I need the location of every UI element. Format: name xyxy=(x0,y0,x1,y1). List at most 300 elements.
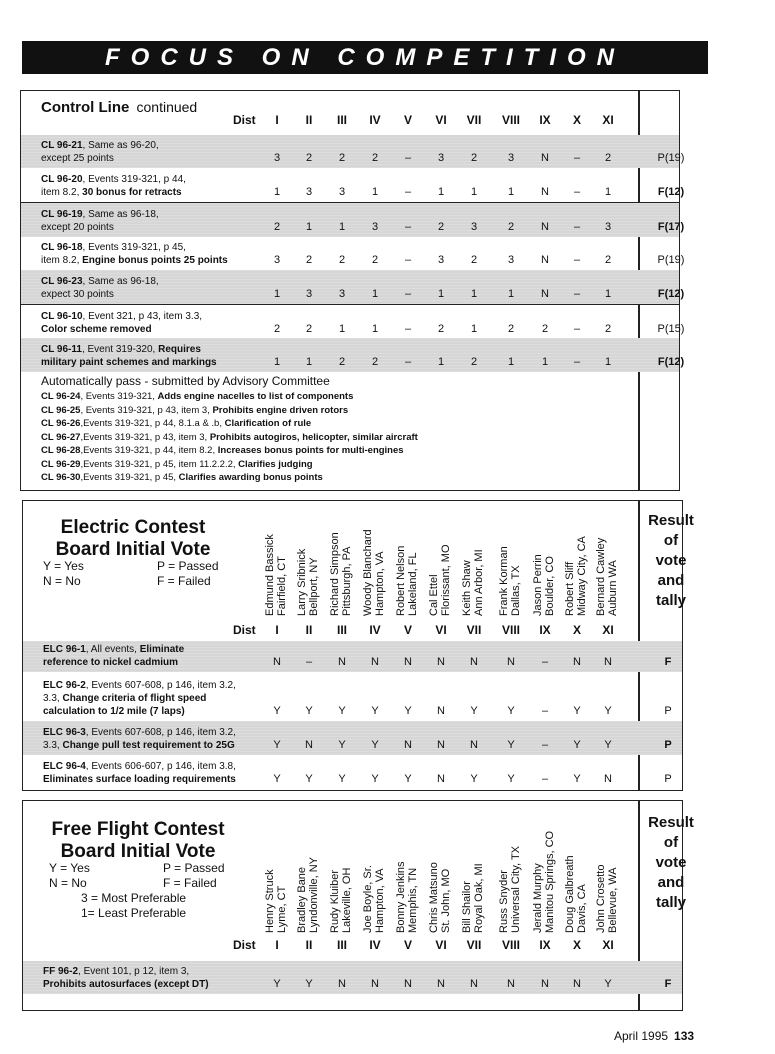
district-header: VII xyxy=(466,113,482,127)
result-cell: P(19) xyxy=(657,254,685,266)
vote-cell: 2 xyxy=(273,221,281,233)
vote-cell: N xyxy=(470,739,478,751)
table-row xyxy=(21,270,685,304)
bold-text: Prohibits autosurfaces (except DT) xyxy=(43,979,209,990)
district-header: II xyxy=(305,113,313,127)
member-name: Keith Shaw Ann Arbor, MI xyxy=(461,549,485,616)
vote-cell: Y xyxy=(338,739,346,751)
member-name: Rudy Kluiber Lakeville, OH xyxy=(329,867,353,933)
district-header: III xyxy=(336,623,347,637)
vote-cell: – xyxy=(573,323,581,335)
member-name: Larry Sribnick Bellport, NY xyxy=(296,548,320,616)
table-row xyxy=(23,641,682,672)
result-column-title: Result of vote and tally xyxy=(648,814,694,911)
vote-cell: N xyxy=(573,656,581,668)
result-cell: P xyxy=(664,739,672,751)
result-cell: F(12) xyxy=(657,288,685,300)
vote-cell: 2 xyxy=(541,323,549,335)
result-cell: P(15) xyxy=(657,323,685,335)
district-header: VIII xyxy=(501,113,520,127)
text: ,Events 319-321, p 43, item 3, xyxy=(80,431,210,443)
vote-cell: Y xyxy=(507,705,515,717)
bold-text: Clarification of rule xyxy=(224,418,312,429)
member-name: John Crosetto Bellevue, WA xyxy=(595,864,619,933)
vote-cell: 2 xyxy=(470,152,478,164)
vote-cell: N xyxy=(541,288,549,300)
vote-cell: – xyxy=(541,773,549,785)
text: , Event 319-320, xyxy=(81,344,159,355)
result-cell: F(17) xyxy=(657,221,685,233)
vote-cell: 1 xyxy=(305,221,313,233)
result-cell: F xyxy=(664,978,672,990)
vote-cell: 1 xyxy=(470,323,478,335)
member-name: Russ Snyder Universal City, TX xyxy=(498,845,522,933)
vote-cell: – xyxy=(404,323,412,335)
district-header: VIII xyxy=(501,938,520,952)
control-line-table xyxy=(20,90,685,491)
vote-cell: N xyxy=(541,254,549,266)
bold-text: Color scheme removed xyxy=(41,324,152,335)
text: , Same as 96-20, except 25 points xyxy=(41,140,159,164)
bold-text: Engine bonus points 25 points xyxy=(82,255,228,266)
vote-cell: – xyxy=(305,656,313,668)
auto-pass-item xyxy=(41,458,313,472)
member-name: Bradley Bane Lyndonville, NY xyxy=(296,856,320,933)
vote-cell: 3 xyxy=(338,186,346,198)
member-name: Frank Korman Dallas, TX xyxy=(498,546,522,616)
vote-cell: 2 xyxy=(273,323,281,335)
bold-text: Adds engine nacelles to list of components xyxy=(157,391,354,402)
district-header: II xyxy=(305,623,313,637)
vote-cell: 2 xyxy=(338,152,346,164)
text: , Events 319-321, xyxy=(80,391,158,402)
vote-cell: Y xyxy=(573,739,581,751)
result-column-title: Result of vote and tally xyxy=(648,512,694,609)
vote-cell: 1 xyxy=(604,356,612,368)
bold-text: Eliminates surface loading requirements xyxy=(43,774,236,785)
proposal-description xyxy=(43,679,236,718)
district-header: IX xyxy=(539,938,551,952)
vote-cell: Y xyxy=(371,705,379,717)
vote-cell: 3 xyxy=(273,152,281,164)
table-row xyxy=(23,961,682,994)
bold-text: CL 96-20 xyxy=(41,174,83,185)
vote-cell: 1 xyxy=(371,323,379,335)
member-name: Woody Blanchard Hampton, VA xyxy=(362,529,386,616)
vote-cell: Y xyxy=(404,773,412,785)
vote-cell: 1 xyxy=(507,288,515,300)
text: ,Events 319-321, p 44, 8.1.a & .b, xyxy=(80,418,225,429)
vote-cell: N xyxy=(437,978,445,990)
vote-cell: Y xyxy=(305,773,313,785)
bold-text: Clarifies judging xyxy=(238,458,313,470)
member-name: Robert Sliff Midway City, CA xyxy=(564,536,588,616)
district-header: X xyxy=(572,623,581,637)
vote-cell: 2 xyxy=(371,356,379,368)
result-cell: F(12) xyxy=(657,186,685,198)
vote-cell: 2 xyxy=(371,254,379,266)
vote-cell: 1 xyxy=(305,356,313,368)
vote-cell: N xyxy=(604,773,612,785)
text: , All events, xyxy=(85,644,140,655)
vote-cell: 1 xyxy=(437,186,445,198)
auto-pass-item xyxy=(41,431,418,445)
text: , Event 321, p 43, item 3.3, xyxy=(82,311,203,322)
vote-cell: – xyxy=(573,356,581,368)
bold-text: ELC 96-1 xyxy=(43,644,86,655)
vote-cell: N xyxy=(437,773,445,785)
proposal-description xyxy=(43,760,236,786)
auto-pass-title: Automatically pass - submitted by Advisory Committee xyxy=(41,374,330,388)
vote-cell: N xyxy=(371,978,379,990)
bold-text: ELC 96-4 xyxy=(43,761,86,772)
legend-yes: Y = Yes xyxy=(49,861,90,875)
vote-cell: 2 xyxy=(604,323,612,335)
vote-cell: N xyxy=(371,656,379,668)
bold-text: CL 96-29 xyxy=(41,458,81,470)
free-flight-vote-table xyxy=(22,800,694,1011)
bold-text: Change criteria of flight speed calculation to 1/2 mile (7 laps) xyxy=(43,693,207,717)
vote-cell: 1 xyxy=(437,288,445,300)
vote-cell: Y xyxy=(604,739,612,751)
vote-cell: – xyxy=(404,152,412,164)
member-name: Chris Matsuno St. John, MO xyxy=(428,862,452,933)
vote-cell: N xyxy=(338,656,346,668)
result-cell: P xyxy=(664,705,672,717)
district-header: II xyxy=(305,938,313,952)
vote-cell: N xyxy=(437,705,445,717)
vote-cell: 3 xyxy=(437,254,445,266)
member-name: Doug Galbreath Davis, CA xyxy=(564,855,588,933)
vote-cell: 1 xyxy=(604,186,612,198)
bold-text: 30 bonus for retracts xyxy=(82,187,182,198)
proposal-description xyxy=(43,643,184,669)
member-name: Joe Boyle, Sr. Hampton, VA xyxy=(362,865,386,933)
table-row xyxy=(21,168,685,202)
vote-cell: Y xyxy=(470,773,478,785)
vote-cell: N xyxy=(273,656,281,668)
vote-cell: N xyxy=(541,221,549,233)
proposal-description xyxy=(41,343,217,369)
bold-text: CL 96-19 xyxy=(41,209,83,220)
bold-text: Prohibits autogiros, helicopter, similar aircraft xyxy=(209,431,418,443)
vote-cell: – xyxy=(573,254,581,266)
legend-failed: F = Failed xyxy=(157,574,211,588)
district-header: V xyxy=(403,113,412,127)
text: , Events 607-608, p 146, item 3.2, 3.3, xyxy=(43,727,236,751)
vote-cell: Y xyxy=(273,739,281,751)
table-row xyxy=(23,755,682,789)
electric-vote-table xyxy=(22,500,694,791)
vote-cell: 2 xyxy=(470,254,478,266)
vote-cell: 1 xyxy=(273,288,281,300)
proposal-description xyxy=(43,965,209,991)
legend-most-preferable: 3 = Most Preferable xyxy=(81,891,187,905)
table-row xyxy=(21,236,685,270)
vote-cell: 1 xyxy=(273,356,281,368)
vote-cell: 3 xyxy=(305,288,313,300)
district-header: IV xyxy=(369,623,381,637)
vote-cell: N xyxy=(507,656,515,668)
bold-text: Change pull test requirement to 25G xyxy=(62,740,235,751)
bold-text: CL 96-24 xyxy=(41,391,81,402)
vote-cell: 3 xyxy=(470,221,478,233)
text: ,Events 319-321, p 44, item 8.2, xyxy=(80,445,218,456)
district-header: IV xyxy=(369,938,381,952)
district-header: VIII xyxy=(501,623,520,637)
vote-cell: 2 xyxy=(338,254,346,266)
vote-cell: – xyxy=(573,152,581,164)
vote-cell: 1 xyxy=(273,186,281,198)
bold-text: Increases bonus points for multi-engines xyxy=(217,445,404,456)
district-header: IX xyxy=(539,623,551,637)
vote-cell: 1 xyxy=(371,186,379,198)
vote-cell: 3 xyxy=(507,254,515,266)
district-header: X xyxy=(572,113,581,127)
vote-cell: N xyxy=(404,656,412,668)
district-header: V xyxy=(403,623,412,637)
vote-cell: 3 xyxy=(507,152,515,164)
title-bold: Control Line xyxy=(41,99,130,116)
vote-cell: 3 xyxy=(604,221,612,233)
vote-cell: – xyxy=(404,221,412,233)
vote-cell: N xyxy=(541,978,549,990)
vote-cell: 1 xyxy=(338,323,346,335)
vote-cell: – xyxy=(404,356,412,368)
result-cell: F(12) xyxy=(657,356,685,368)
member-name: Robert Nelson Lakeland, FL xyxy=(395,545,419,616)
auto-pass-item xyxy=(41,471,323,485)
vote-cell: 3 xyxy=(273,254,281,266)
dist-label: Dist xyxy=(233,938,256,952)
member-name: Bonny Jenkins Memphis, TN xyxy=(395,861,419,933)
vote-cell: Y xyxy=(338,773,346,785)
table-row xyxy=(21,338,685,372)
proposal-description xyxy=(41,173,186,199)
member-name: Richard Simpson Pittsburgh, PA xyxy=(329,532,353,616)
issue-date: April 1995 xyxy=(614,1029,669,1043)
text: , Events 319-321, p 44, item 8.2, xyxy=(41,174,186,198)
bold-text: CL 96-28 xyxy=(41,445,81,456)
vote-cell: N xyxy=(470,978,478,990)
vote-cell: Y xyxy=(273,978,281,990)
bold-text: CL 96-27 xyxy=(41,431,81,443)
legend-passed: P = Passed xyxy=(157,559,219,573)
vote-cell: – xyxy=(573,186,581,198)
vote-cell: 1 xyxy=(437,356,445,368)
result-cell: P(19) xyxy=(657,152,685,164)
vote-cell: 1 xyxy=(470,186,478,198)
district-header: VI xyxy=(435,938,447,952)
vote-cell: 2 xyxy=(507,323,515,335)
vote-cell: 2 xyxy=(305,254,313,266)
bold-text: CL 96-23 xyxy=(41,276,83,287)
member-name: Jerald Murphy Manitou Springs, CO xyxy=(532,830,556,933)
vote-cell: – xyxy=(541,739,549,751)
bold-text: Clarifies awarding bonus points xyxy=(178,472,323,483)
vote-cell: N xyxy=(305,739,313,751)
vote-cell: N xyxy=(338,978,346,990)
table-row xyxy=(21,304,685,339)
district-header: I xyxy=(275,113,279,127)
vote-cell: 2 xyxy=(305,152,313,164)
proposal-description xyxy=(41,139,159,165)
vote-cell: N xyxy=(437,739,445,751)
vote-cell: 1 xyxy=(604,288,612,300)
text: , Events 606-607, p 146, item 3.8, xyxy=(85,761,236,772)
district-header: I xyxy=(275,623,279,637)
legend-least-preferable: 1= Least Preferable xyxy=(81,906,187,920)
vote-cell: 2 xyxy=(470,356,478,368)
proposal-description xyxy=(41,241,228,267)
district-header: IV xyxy=(369,113,381,127)
vote-cell: N xyxy=(541,152,549,164)
district-header: I xyxy=(275,938,279,952)
district-header: X xyxy=(572,938,581,952)
vote-cell: – xyxy=(404,186,412,198)
district-header: XI xyxy=(602,113,614,127)
text: , Events 607-608, p 146, item 3.2, 3.3, xyxy=(43,680,236,704)
vote-cell: Y xyxy=(273,773,281,785)
text: , Events 319-321, p 45, item 8.2, xyxy=(41,242,186,266)
vote-cell: Y xyxy=(470,705,478,717)
text: ,Events 319-321, p 45, xyxy=(80,472,179,483)
control-line-title xyxy=(41,99,197,116)
member-name: Bernard Cawley Auburn WA xyxy=(595,537,619,616)
bold-text: FF 96-2 xyxy=(43,966,79,977)
proposal-description xyxy=(41,275,159,301)
district-header: IX xyxy=(539,113,551,127)
district-header: V xyxy=(403,938,412,952)
vote-cell: Y xyxy=(338,705,346,717)
table-row xyxy=(21,135,685,168)
district-header: III xyxy=(336,938,347,952)
vote-cell: 1 xyxy=(541,356,549,368)
electric-title: Electric Contest Board Initial Vote xyxy=(55,517,211,560)
vote-cell: Y xyxy=(305,978,313,990)
vote-cell: 3 xyxy=(437,152,445,164)
bold-text: CL 96-26 xyxy=(41,418,81,429)
legend-yes: Y = Yes xyxy=(43,559,84,573)
vote-cell: 2 xyxy=(305,323,313,335)
vote-cell: Y xyxy=(604,978,612,990)
vote-cell: 2 xyxy=(338,356,346,368)
vote-cell: Y xyxy=(404,705,412,717)
vote-cell: – xyxy=(404,288,412,300)
bold-text: CL 96-30 xyxy=(41,472,81,483)
vote-cell: Y xyxy=(371,773,379,785)
result-cell: F xyxy=(664,656,672,668)
vote-cell: – xyxy=(573,221,581,233)
vote-cell: – xyxy=(541,656,549,668)
vote-cell: 2 xyxy=(437,221,445,233)
bold-text: Requires military paint schemes and markings xyxy=(41,344,217,368)
free-flight-title: Free Flight Contest Board Initial Vote xyxy=(51,819,225,862)
bold-text: CL 96-18 xyxy=(41,242,83,253)
vote-cell: 2 xyxy=(507,221,515,233)
bold-text: CL 96-10 xyxy=(41,311,83,322)
bold-text: Eliminate reference to nickel cadmium xyxy=(43,644,185,668)
vote-cell: 2 xyxy=(437,323,445,335)
vote-cell: 1 xyxy=(507,356,515,368)
vote-cell: Y xyxy=(604,705,612,717)
bold-text: ELC 96-2 xyxy=(43,680,86,691)
dist-label: Dist xyxy=(233,113,256,127)
table-row xyxy=(23,672,682,721)
bold-text: CL 96-21 xyxy=(41,140,83,151)
member-name: Henry Struck Lyme, CT xyxy=(264,869,288,933)
bold-text: Prohibits engine driven rotors xyxy=(212,404,349,416)
proposal-description xyxy=(43,726,236,752)
legend-no: N = No xyxy=(49,876,87,890)
district-header: VI xyxy=(435,623,447,637)
proposal-description xyxy=(41,310,202,336)
district-header: VII xyxy=(466,623,482,637)
vote-cell: Y xyxy=(305,705,313,717)
vote-cell: 1 xyxy=(338,221,346,233)
vote-cell: Y xyxy=(507,739,515,751)
text: , Same as 96-18, expect 30 points xyxy=(41,276,159,300)
bold-text: CL 96-25 xyxy=(41,404,81,416)
text: , Event 101, p 12, item 3, xyxy=(78,966,190,977)
vote-cell: – xyxy=(541,705,549,717)
vote-cell: 2 xyxy=(604,254,612,266)
legend-passed: P = Passed xyxy=(163,861,225,875)
member-name: Bill Shailor Royal Oak, MI xyxy=(461,863,485,933)
vote-cell: – xyxy=(404,254,412,266)
vote-cell: 1 xyxy=(507,186,515,198)
table-row xyxy=(23,721,682,755)
page-footer xyxy=(614,1029,694,1043)
vote-cell: Y xyxy=(273,705,281,717)
vote-cell: N xyxy=(507,978,515,990)
vote-cell: Y xyxy=(573,773,581,785)
vote-cell: N xyxy=(437,656,445,668)
text: , Events 319-321, p 43, item 3, xyxy=(80,404,213,416)
member-name: Cal Ettel Florissant, MO xyxy=(428,544,452,616)
vote-cell: 3 xyxy=(371,221,379,233)
title-continued: continued xyxy=(136,99,198,115)
district-header: XI xyxy=(602,938,614,952)
vote-cell: N xyxy=(573,978,581,990)
vote-cell: Y xyxy=(507,773,515,785)
district-header: XI xyxy=(602,623,614,637)
dist-label: Dist xyxy=(233,623,256,637)
bold-text: CL 96-11 xyxy=(41,344,82,355)
section-banner: FOCUS ON COMPETITION xyxy=(22,41,708,74)
vote-cell: N xyxy=(404,978,412,990)
member-name: Edmund Bassick Fairfield, CT xyxy=(264,534,288,616)
vote-cell: Y xyxy=(573,705,581,717)
district-header: VI xyxy=(435,113,447,127)
auto-pass-item xyxy=(41,390,353,404)
auto-pass-item xyxy=(41,404,348,418)
page-number: 133 xyxy=(674,1029,695,1043)
vote-cell: N xyxy=(541,186,549,198)
text: , Same as 96-18, except 20 points xyxy=(41,209,159,233)
text: ,Events 319-321, p 45, item 11.2.2.2, xyxy=(80,458,239,470)
member-name: Jason Perrin Boulder, CO xyxy=(532,554,556,616)
vote-cell: N xyxy=(604,656,612,668)
proposal-description xyxy=(41,208,159,234)
district-header: VII xyxy=(466,938,482,952)
vote-cell: – xyxy=(573,288,581,300)
vote-cell: 1 xyxy=(470,288,478,300)
vote-cell: 2 xyxy=(604,152,612,164)
legend-failed: F = Failed xyxy=(163,876,217,890)
auto-pass-item xyxy=(41,444,404,458)
result-cell: P xyxy=(664,773,672,785)
